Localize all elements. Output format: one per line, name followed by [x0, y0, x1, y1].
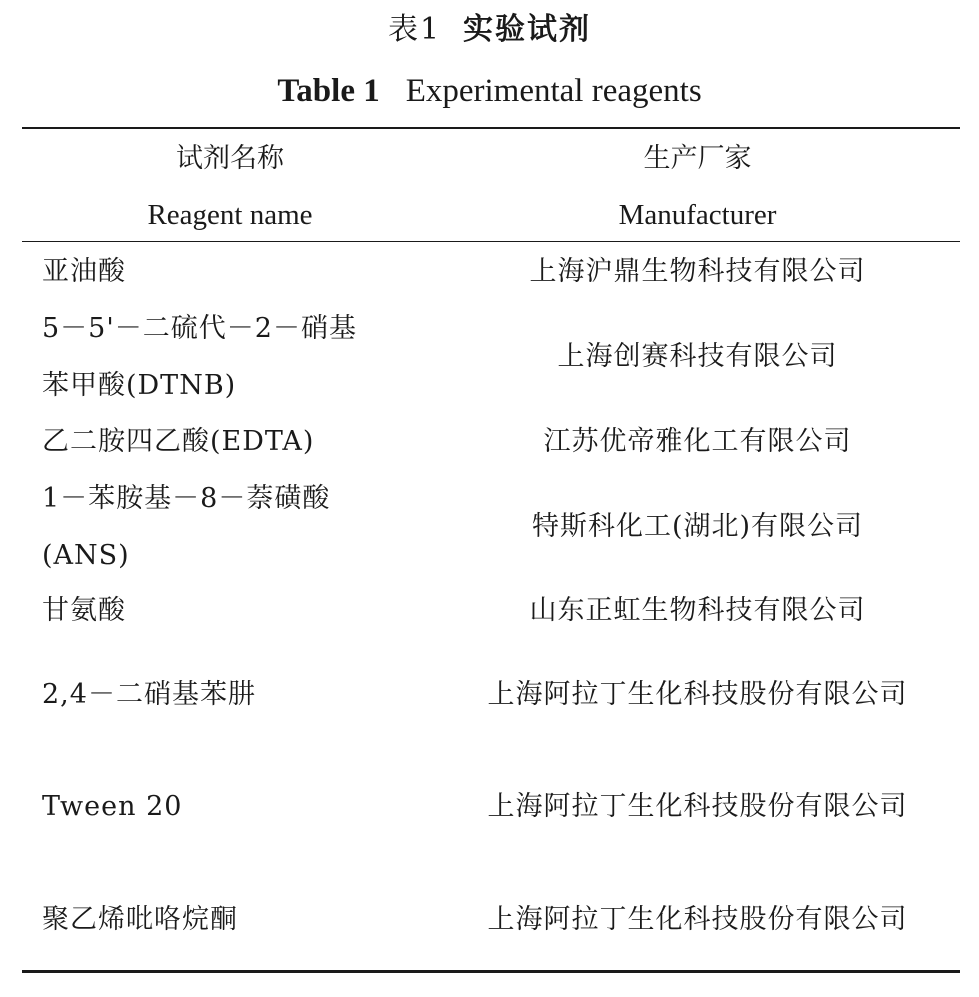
top-rule [22, 127, 960, 129]
reagent-name: 1－苯胺基－8－萘磺酸 (ANS) [42, 483, 331, 571]
table-title-chinese [0, 6, 979, 54]
table-caption-en: Experimental reagents [405, 73, 702, 109]
reagent-name: 2,4－二硝基苯肼 [42, 679, 256, 710]
header-reagent-name-en: Reagent name [147, 199, 313, 231]
reagent-name: 乙二胺四乙酸(EDTA) [42, 426, 315, 457]
reagent-name: Tween 20 [42, 791, 183, 822]
header-manufacturer-en: Manufacturer [618, 199, 777, 231]
manufacturer: 上海创赛科技有限公司 [557, 341, 838, 372]
reagent-name: 亚油酸 [42, 256, 126, 287]
reagent-name: 甘氨酸 [42, 595, 126, 626]
table-number-en: Table 1 [277, 73, 380, 109]
table-caption-zh: 实验试剂 [463, 12, 592, 47]
manufacturer: 特斯科化工(湖北)有限公司 [531, 511, 864, 542]
bottom-rule [22, 970, 960, 973]
header-rule [22, 241, 960, 242]
manufacturer: 上海阿拉丁生化科技股份有限公司 [487, 791, 908, 822]
manufacturer: 上海阿拉丁生化科技股份有限公司 [487, 904, 908, 935]
header-manufacturer-zh: 生产厂家 [643, 143, 752, 174]
table-title-english [0, 68, 979, 114]
manufacturer: 上海沪鼎生物科技有限公司 [529, 256, 866, 287]
manufacturer: 上海阿拉丁生化科技股份有限公司 [487, 679, 908, 710]
header-reagent-name-zh: 试剂名称 [176, 143, 284, 174]
manufacturer: 江苏优帝雅化工有限公司 [543, 426, 852, 457]
manufacturer: 山东正虹生物科技有限公司 [529, 595, 866, 626]
reagent-name: 聚乙烯吡咯烷酮 [42, 904, 238, 935]
reagent-name: 5－5'－二硫代－2－硝基 苯甲酸(DTNB) [42, 313, 357, 401]
table-number-zh: 表1 [387, 12, 442, 47]
